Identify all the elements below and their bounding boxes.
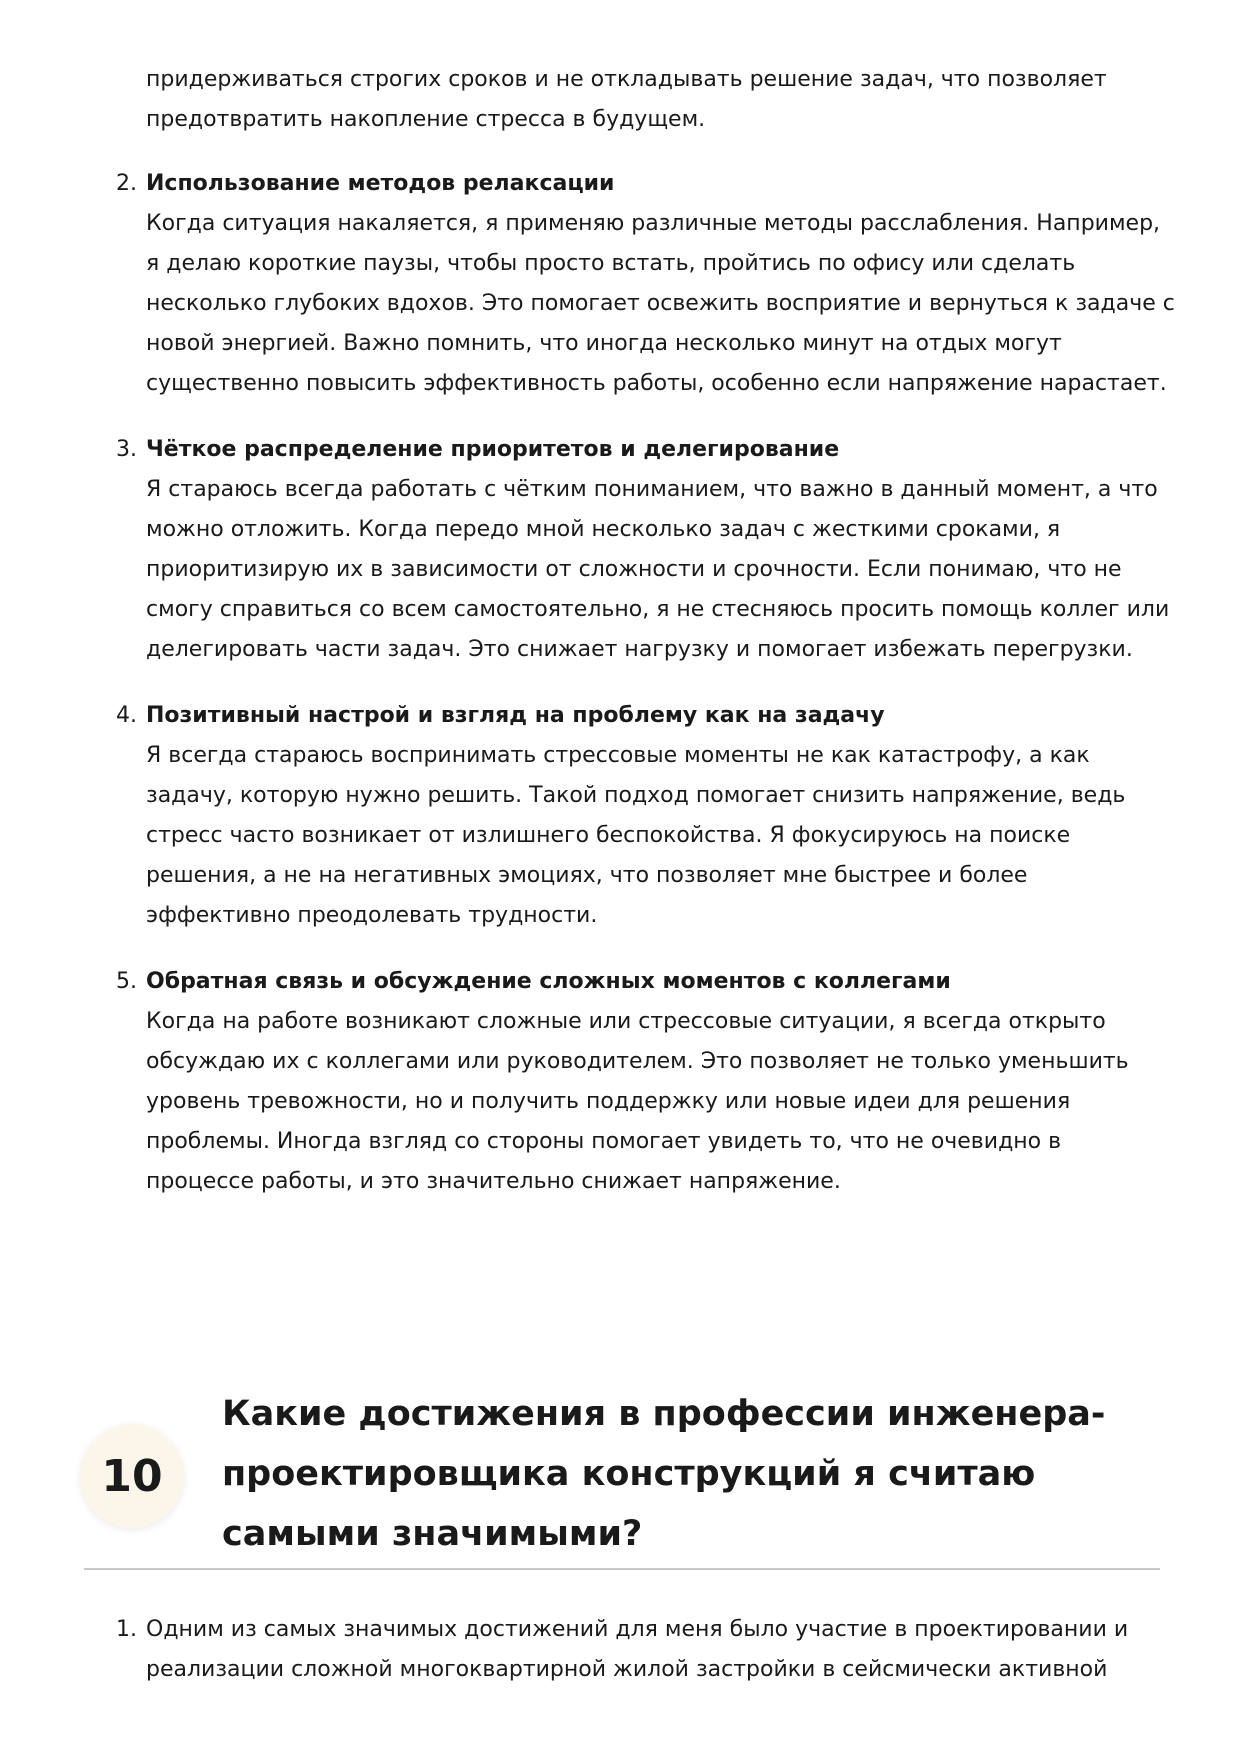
list-item	[116, 1610, 1176, 1690]
list-item-title: Чёткое распределение приоритетов и делегирование	[146, 437, 840, 462]
list-item-title: Обратная связь и обсуждение сложных моментов с коллегами	[146, 969, 951, 994]
list-item-text: Я всегда стараюсь воспринимать стрессовые моменты не как катастрофу, а как задачу, которую нужно решить. Такой подход помогает снизить напряжение, ведь стресс часто возникает от излишнего беспокойства. Я фокусируюсь на поиске решения, а не на негативных эмоциях, что позволяет мне быстрее и более эффективно преодолевать трудности.	[146, 743, 1126, 928]
section-divider	[84, 1568, 1160, 1570]
list-item-number: 3.	[116, 437, 137, 462]
list-item-number: 5.	[116, 969, 137, 994]
list-item	[116, 164, 1176, 404]
list-item-title: Использование методов релаксации	[146, 171, 615, 196]
section-number-badge: 10	[80, 1424, 184, 1528]
list-item-text: Я стараюсь всегда работать с чётким пониманием, что важно в данный момент, а что можно отложить. Когда передо мной несколько задач с жесткими сроками, я приоритизирую их в зависимости от сложности и срочности. Если понимаю, что не смогу справиться со всем самостоятельно, я не стесняюсь просить помощь коллег или делегировать части задач. Это снижает нагрузку и помогает избежать перегрузки.	[146, 477, 1170, 662]
list-item-text: Когда на работе возникают сложные или стрессовые ситуации, я всегда открыто обсуждаю их с коллегами или руководителем. Это позволяет не только уменьшить уровень тревожности, но и получить поддержку или новые идеи для решения проблемы. Иногда взгляд со стороны помогает увидеть то, что не очевидно в процессе работы, и это значительно снижает напряжение.	[146, 1009, 1129, 1194]
section-heading: Какие достижения в профессии инженера-проектировщика конструкций я считаю самыми значимыми?	[222, 1394, 1106, 1554]
list-item-text: Когда ситуация накаляется, я применяю различные методы расслабления. Например, я делаю короткие паузы, чтобы просто встать, пройтись по офису или сделать несколько глубоких вдохов. Это помогает освежить восприятие и вернуться к задаче с новой энергией. Важно помнить, что иногда несколько минут на отдых могут существенно повысить эффективность работы, особенно если напряжение нарастает.	[146, 211, 1175, 396]
list-item	[116, 430, 1176, 670]
intro-paragraph: придерживаться строгих сроков и не откладывать решение задач, что позволяет предотвратить накопление стресса в будущем.	[146, 67, 1107, 132]
list-item	[116, 962, 1176, 1202]
list-item-number: 4.	[116, 703, 137, 728]
list-item-title: Позитивный настрой и взгляд на проблему как на задачу	[146, 703, 885, 728]
list-item-number: 2.	[116, 171, 137, 196]
list-item-number: 1.	[116, 1617, 137, 1642]
list-item	[116, 696, 1176, 936]
list-item-text: Одним из самых значимых достижений для меня было участие в проектировании и реализации сложной многоквартирной жилой застройки в сейсмически активной	[146, 1617, 1129, 1682]
